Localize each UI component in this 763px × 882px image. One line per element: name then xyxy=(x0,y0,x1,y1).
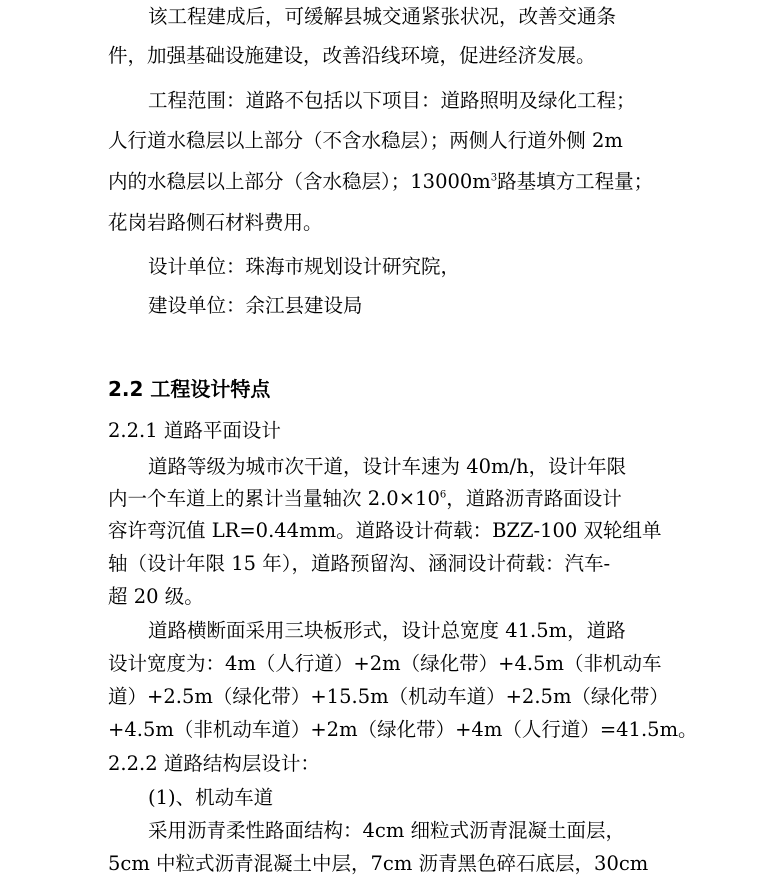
para2-line-2: 设计宽度为：4m（人行道）+2m（绿化带）+4.5m（非机动车 xyxy=(108,652,662,675)
scope-line-3 xyxy=(108,169,653,195)
para1-line-1: 道路等级为城市次干道，设计车速为 40m/h，设计年限 xyxy=(148,455,627,478)
intro-line-2: 件，加强基础设施建设，改善沿线环境，促进经济发展。 xyxy=(108,44,596,67)
scope-line-2: 人行道水稳层以上部分（不含水稳层）；两侧人行道外侧 2m xyxy=(108,129,623,152)
para2-line-1: 道路横断面采用三块板形式，设计总宽度 41.5m，道路 xyxy=(148,619,626,642)
para1-line-2 xyxy=(108,486,622,512)
section-heading-2-2-1: 2.2.1 道路平面设计 xyxy=(108,419,281,442)
design-unit: 设计单位：珠海市规划设计研究院， xyxy=(148,255,461,278)
section-heading-2-2: 2.2 工程设计特点 xyxy=(108,377,271,401)
scope-line-3-b: 路基填方工程量； xyxy=(497,170,654,193)
intro-line-1: 该工程建成后，可缓解县城交通紧张状况，改善交通条 xyxy=(148,5,617,28)
section-heading-2-2-2: 2.2.2 道路结构层设计： xyxy=(108,752,320,775)
para1-line-5: 超 20 级。 xyxy=(108,585,204,608)
scope-line-4: 花岗岩路侧石材料费用。 xyxy=(108,211,323,234)
para2-line-3: 道）+2.5m（绿化带）+15.5m（机动车道）+2.5m（绿化带） xyxy=(108,685,669,708)
para1-line-2-b: ，道路沥青路面设计 xyxy=(446,487,622,510)
construction-unit: 建设单位：余江县建设局 xyxy=(148,294,363,317)
structure-line-2: 5cm 中粒式沥青混凝土中层，7cm 沥青黑色碎石底层，30cm xyxy=(108,852,649,875)
superscript-exponent: 3 xyxy=(490,172,498,184)
para1-line-3: 容许弯沉值 LR=0.44mm。道路设计荷载：BZZ-100 双轮组单 xyxy=(108,519,662,542)
para2-line-4: +4.5m（非机动车道）+2m（绿化带）+4m（人行道）=41.5m。 xyxy=(108,718,698,741)
superscript-exponent: 6 xyxy=(439,489,447,501)
structure-line-1: 采用沥青柔性路面结构：4cm 细粒式沥青混凝土面层， xyxy=(148,819,626,842)
para1-line-2-a: 内一个车道上的累计当量轴次 2.0×10 xyxy=(108,487,440,510)
scope-line-3-a: 内的水稳层以上部分（含水稳层）；13000m xyxy=(108,170,491,193)
scope-line-1: 工程范围：道路不包括以下项目：道路照明及绿化工程； xyxy=(148,89,636,112)
para1-line-4: 轴（设计年限 15 年），道路预留沟、涵洞设计荷载：汽车- xyxy=(108,552,611,575)
list-item-motor-lane: (1)、机动车道 xyxy=(148,786,274,809)
